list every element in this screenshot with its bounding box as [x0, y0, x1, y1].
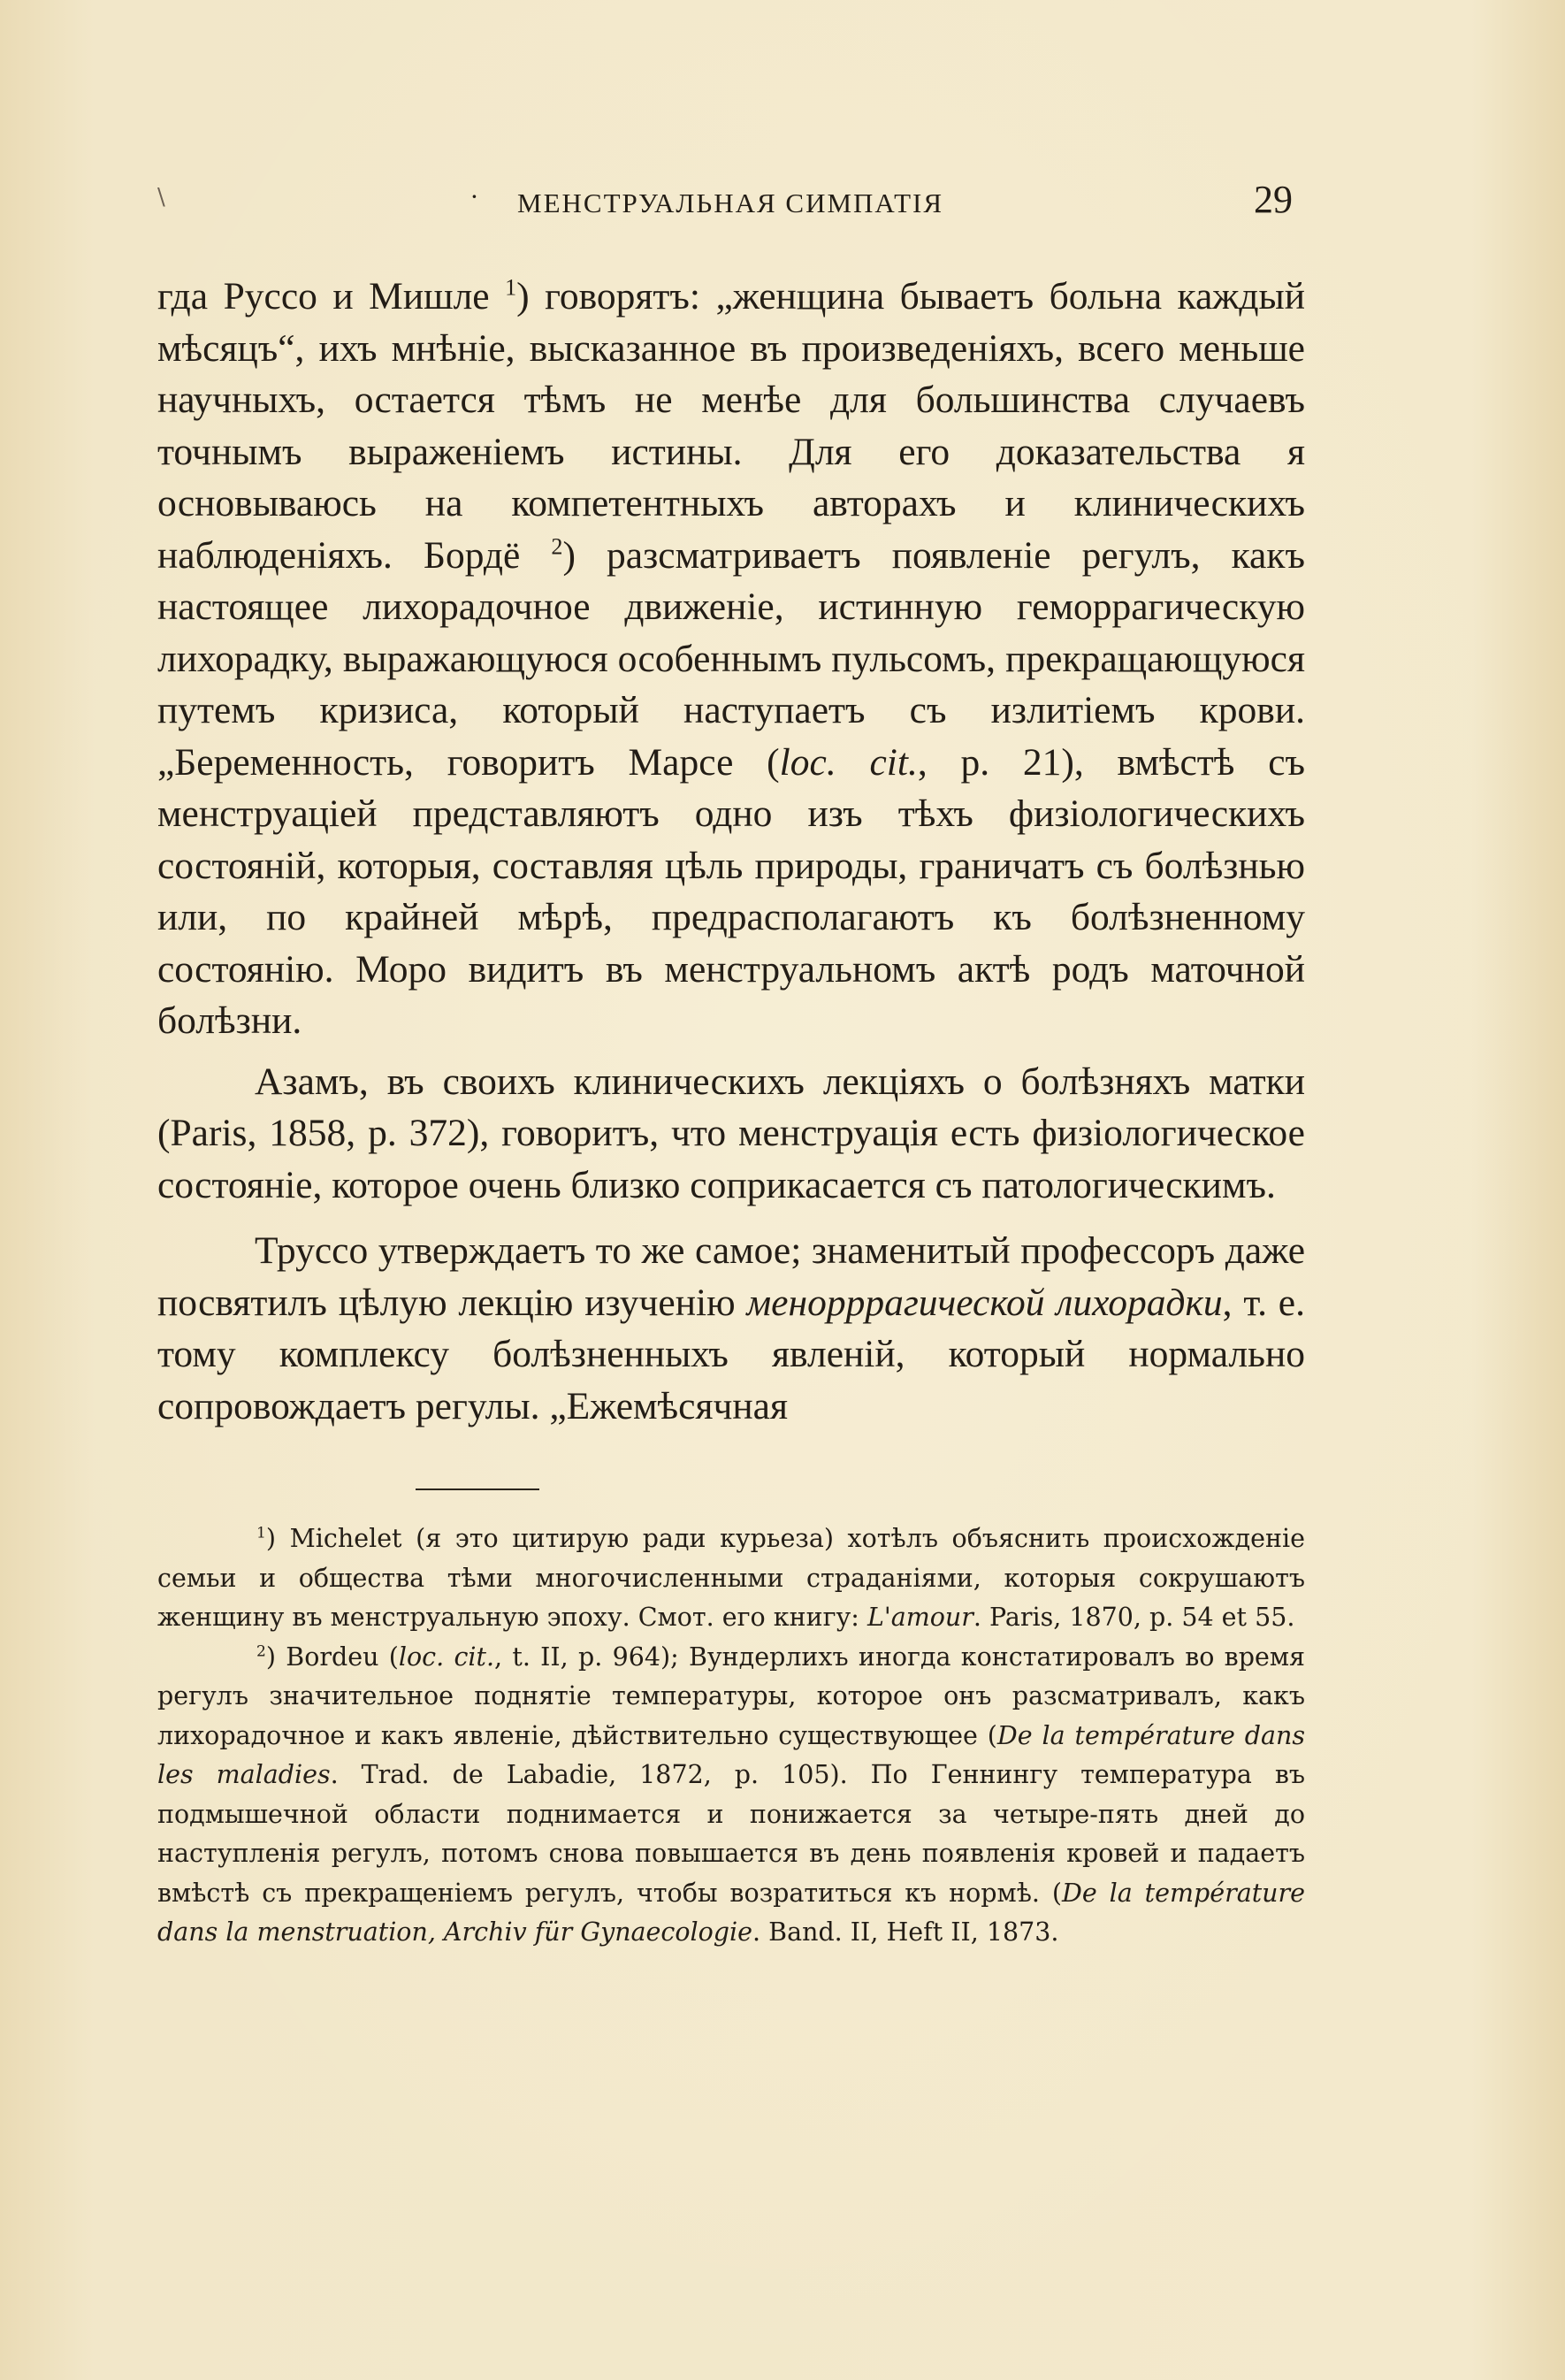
book-title-italic: L'amour — [866, 1603, 973, 1632]
citation-italic: loc. cit. — [779, 740, 918, 784]
text-run: . Paris, 1870, p. 54 et 55. — [973, 1603, 1295, 1632]
book-title-italic: De la température dans les maladies — [157, 1720, 1305, 1789]
text-run: , p. 21), вмѣстѣ съ менструаціей представляютъ одно изъ тѣхъ физіологическихъ состояній, которыя, составляя цѣль природы, граничатъ съ болѣзнью или, по крайней мѣрѣ, предрасполагаютъ къ болѣзненному состоянію. Моро видитъ въ менструальномъ актѣ родъ маточной болѣзни. — [157, 740, 1306, 1042]
journal-title-italic: De la température dans la menstruation, Archiv für Gynaecologie — [157, 1878, 1305, 1947]
text-run: , т. е. тому комплексу болѣзненныхъ явленій, который нормально сопровождаетъ регулы. „Ежемѣсячная — [157, 1281, 1305, 1427]
text-run: , t. II, p. 964); Вундерлихъ иногда констатировалъ во время регулъ значительное поднятіе температуры, которое онъ разсматривалъ, какъ лихорадочное и какъ явленіе, дѣйствительно существующее ( — [157, 1642, 1305, 1750]
text-run: Труссо утверждаетъ то же самое; знаменитый профессоръ даже посвятилъ цѣлую лекцію изученію — [157, 1229, 1305, 1324]
paragraph-3 — [157, 1225, 1305, 1432]
page-number: 29 — [1254, 178, 1293, 221]
footnote-ref-2: 2 — [551, 533, 563, 559]
footnote-2 — [157, 1638, 1305, 1953]
footnote-mark-2: 2 — [256, 1642, 266, 1660]
text-run: ) Michelet (я это цитирую ради курьеза) хотѣлъ объяснить происхожденіе семьи и общества тѣми многочисленными страданіями, которыя сокрушаютъ женщину въ менструальную эпоху. Смот. его книгу: — [157, 1524, 1305, 1632]
running-title: МЕНСТРУАЛЬНАЯ СИМПАТІЯ — [517, 187, 944, 218]
running-head — [0, 178, 1565, 226]
text-run: ) разсматриваетъ появленіе регулъ, какъ настоящее лихорадочное движеніе, истинную геморрагическую лихорадку, выражающуюся особеннымъ пульсомъ, прекращающуюся путемъ кризиса, который наступаетъ съ излитіемъ крови. „Беременность, говоритъ Марсе ( — [157, 533, 1305, 784]
text-run: . Trad. de Labadie, 1872, p. 105). По Геннингу температура въ подмышечной области поднимается и понижается за четыре-пять дней до наступленія регулъ, потомъ снова повышается въ день появленія кровей и падаетъ вмѣстѣ съ прекращеніемъ регулъ, чтобы возратиться къ нормѣ. ( — [157, 1760, 1305, 1908]
paragraph-1 — [157, 271, 1305, 1047]
paragraph-2 — [157, 1056, 1305, 1212]
footnote-ref-1: 1 — [505, 274, 517, 301]
text-run: гда Руссо и Мишле — [157, 275, 506, 318]
footnote-mark-1: 1 — [256, 1524, 266, 1542]
main-text — [157, 271, 1305, 1432]
text-run: . Band. II, Heft II, 1873. — [752, 1917, 1059, 1947]
margin-mark: \ — [157, 184, 165, 210]
citation-italic: loc. cit. — [398, 1642, 495, 1672]
footnotes — [157, 1519, 1305, 1953]
footnote-1 — [157, 1519, 1305, 1638]
text-run: Азамъ, въ своихъ клиническихъ лекціяхъ о болѣзняхъ матки (Paris, 1858, p. 372), говоритъ, что менструація есть физіологическое состояніе, которое очень близко соприкасается съ патологическимъ. — [157, 1060, 1305, 1206]
footnote-separator — [416, 1488, 539, 1490]
text-run: ) говорятъ: „женщина бываетъ больна каждый мѣсяцъ“, ихъ мнѣніе, высказанное въ произведеніяхъ, всего меньше научныхъ, остается тѣмъ не менѣе для большинства случаевъ точнымъ выраженіемъ истины. Для его доказательства я основываюсь на компетентныхъ авторахъ и клиническихъ наблюденіяхъ. Бордё — [157, 275, 1306, 577]
emphasis-italic: менорррагической лихорадки — [746, 1281, 1223, 1324]
text-run: ) Bordeu ( — [265, 1642, 399, 1672]
head-dot: · — [470, 182, 478, 211]
